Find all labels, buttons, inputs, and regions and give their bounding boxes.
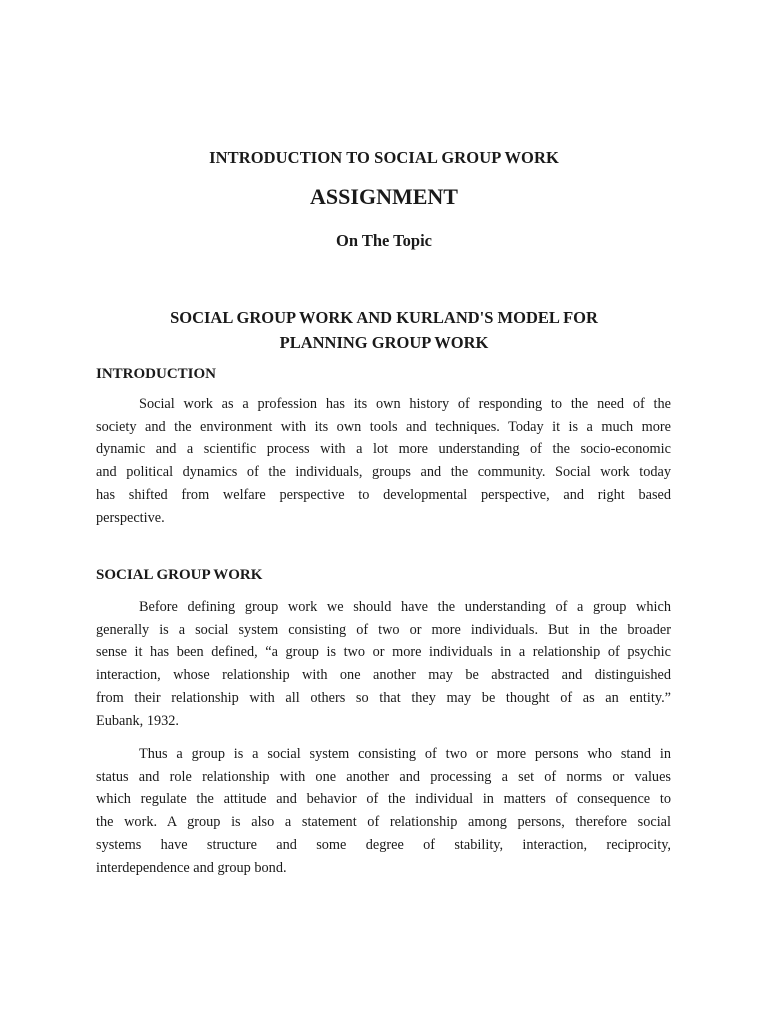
paragraph-line: generally is a social system consisting of two or more individuals. But in the broader	[96, 621, 671, 638]
paragraph-line: Eubank, 1932.	[96, 712, 179, 729]
introduction-paragraph	[96, 393, 671, 529]
paragraph-line: sense it has been defined, “a group is two or more individuals in a relationship of psychic	[96, 644, 671, 661]
document-type-heading: ASSIGNMENT	[310, 184, 458, 209]
main-title	[96, 305, 672, 355]
introduction-heading: INTRODUCTION	[96, 366, 217, 382]
paragraph-line: from their relationship with all others so that they may be thought of as an entity.”	[96, 689, 671, 706]
paragraph-line: systems have structure and some degree of stability, interaction, reciprocity,	[96, 836, 671, 853]
social-group-work-heading: SOCIAL GROUP WORK	[96, 567, 263, 583]
paragraph-line: which regulate the attitude and behavior of the individual in matters of consequence to	[96, 791, 671, 808]
group-social-system-paragraph	[96, 743, 671, 879]
main-title-line: SOCIAL GROUP WORK AND KURLAND'S MODEL FOR	[170, 308, 598, 327]
paragraph-line: Social work as a profession has its own history of responding to the need of the	[139, 396, 671, 412]
paragraph-line: Before defining group work we should have the understanding of a group which	[139, 599, 671, 615]
paragraph-line: interdependence and group bond.	[96, 859, 287, 876]
paragraph-line: and political dynamics of the individuals, groups and the community. Social work today	[96, 464, 671, 481]
paragraph-line: status and role relationship with one another and processing a set of norms or values	[96, 768, 671, 785]
paragraph-line: the work. A group is also a statement of relationship among persons, therefore social	[96, 814, 671, 831]
paragraph-line: society and the environment with its own tools and techniques. Today it is a much more	[96, 418, 671, 435]
main-title-line: PLANNING GROUP WORK	[279, 333, 489, 352]
course-title: INTRODUCTION TO SOCIAL GROUP WORK	[209, 148, 559, 167]
paragraph-line: dynamic and a scientific process with a lot more understanding of the socio-economic	[96, 441, 671, 458]
paragraph-line: interaction, whose relationship with one another may be abstracted and distinguished	[96, 667, 671, 684]
paragraph-line: Thus a group is a social system consisting of two or more persons who stand in	[139, 746, 671, 762]
paragraph-line: perspective.	[96, 509, 165, 526]
topic-intro: On The Topic	[336, 231, 432, 250]
paragraph-line: has shifted from welfare perspective to developmental perspective, and right based	[96, 486, 671, 503]
group-definition-paragraph	[96, 596, 671, 732]
